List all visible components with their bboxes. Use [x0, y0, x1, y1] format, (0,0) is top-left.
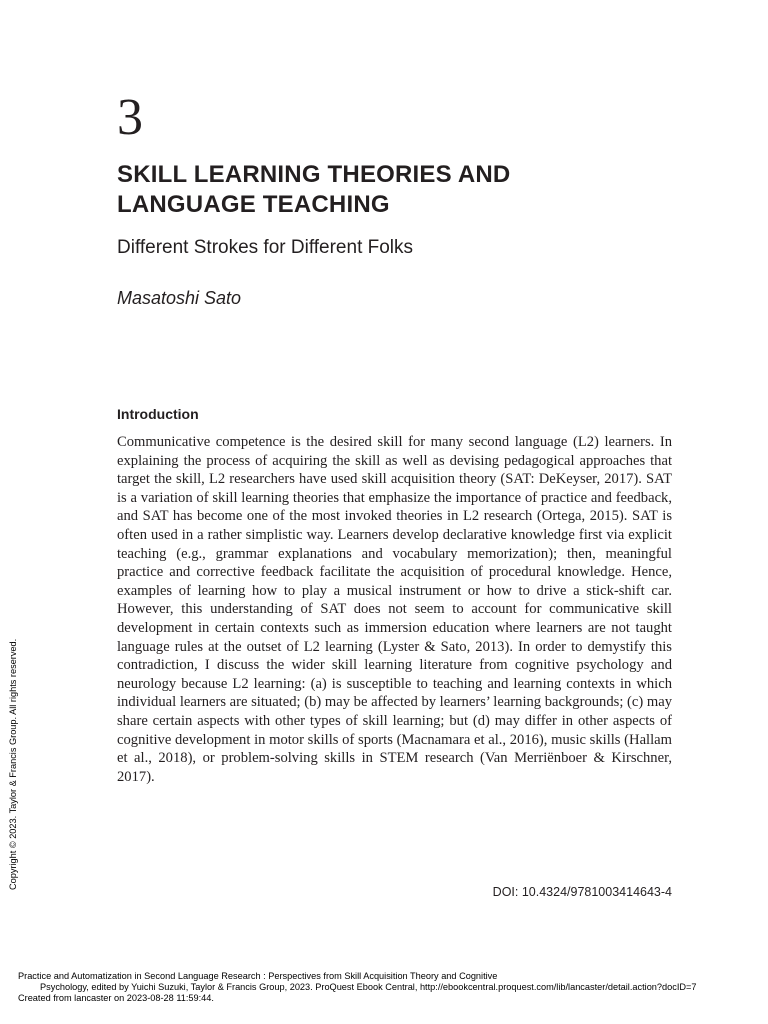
- footer-line-created: Created from lancaster on 2023-08-28 11:59:44.: [18, 993, 214, 1003]
- section-heading: Introduction: [117, 406, 199, 422]
- footer-line-source: Psychology, edited by Yuichi Suzuki, Taylor & Francis Group, 2023. ProQuest Ebook Central, http://ebookcentral.proquest.com/lib/lancaster/detail.action?docID=7: [40, 982, 697, 992]
- chapter-subtitle: Different Strokes for Different Folks: [117, 237, 414, 258]
- author-name: Masatoshi Sato: [117, 288, 242, 308]
- chapter-number: 3: [117, 89, 143, 146]
- copyright-notice: Copyright © 2023. Taylor & Francis Group. All rights reserved.: [8, 638, 18, 890]
- doi-text: DOI: 10.4324/9781003414643-4: [492, 885, 672, 899]
- chapter-title: SKILL LEARNING THEORIES AND LANGUAGE TEACHING: [117, 161, 511, 218]
- footer-line-citation: Practice and Automatization in Second Language Research : Perspectives from Skill Acquisition Theory and Cognitive: [18, 971, 498, 981]
- body-paragraph: Communicative competence is the desired skill for many second language (L2) learners. In explaining the process of acquiring the skill as well as devising pedagogical approaches that target the skill, L2 researchers have used skill acquisition theory (SAT: DeKeyser, 2017). SAT is a variation of skill learning theories that emphasize the importance of practice and feedback, and SAT has become one of the most invoked theories in L2 research (Ortega, 2015). SAT is often used in a rather simplistic way. Learners develop declarative knowledge first via explicit teaching (e.g., grammar explanations and vocabulary memorization); then, meaningful practice and corrective feedback facilitate the acquisition of procedural knowledge. Hence, examples of learning how to play a musical instrument or how to drive a stick-shift car. However, this understanding of SAT does not seem to account for communicative skill development in certain contexts such as immersion education where learners are not taught language rules at the outset of L2 learning (Lyster & Sato, 2013). In order to demystify this contradiction, I discuss the wider skill learning literature from cognitive psychology and neurology because L2 learning: (a) is susceptible to teaching and learning contexts in which individual learners are situated; (b) may be affected by learners’ learning backgrounds; (c) may share certain aspects with other types of skill learning; but (d) may differ in other aspects of cognitive development in motor skills of sports (Macnamara et al., 2016), music skills (Hallam et al., 2018), or problem-solving skills in STEM research (Van Merriënboer & Kirschner, 2017).: [117, 434, 673, 785]
- page-footer: [18, 971, 763, 1004]
